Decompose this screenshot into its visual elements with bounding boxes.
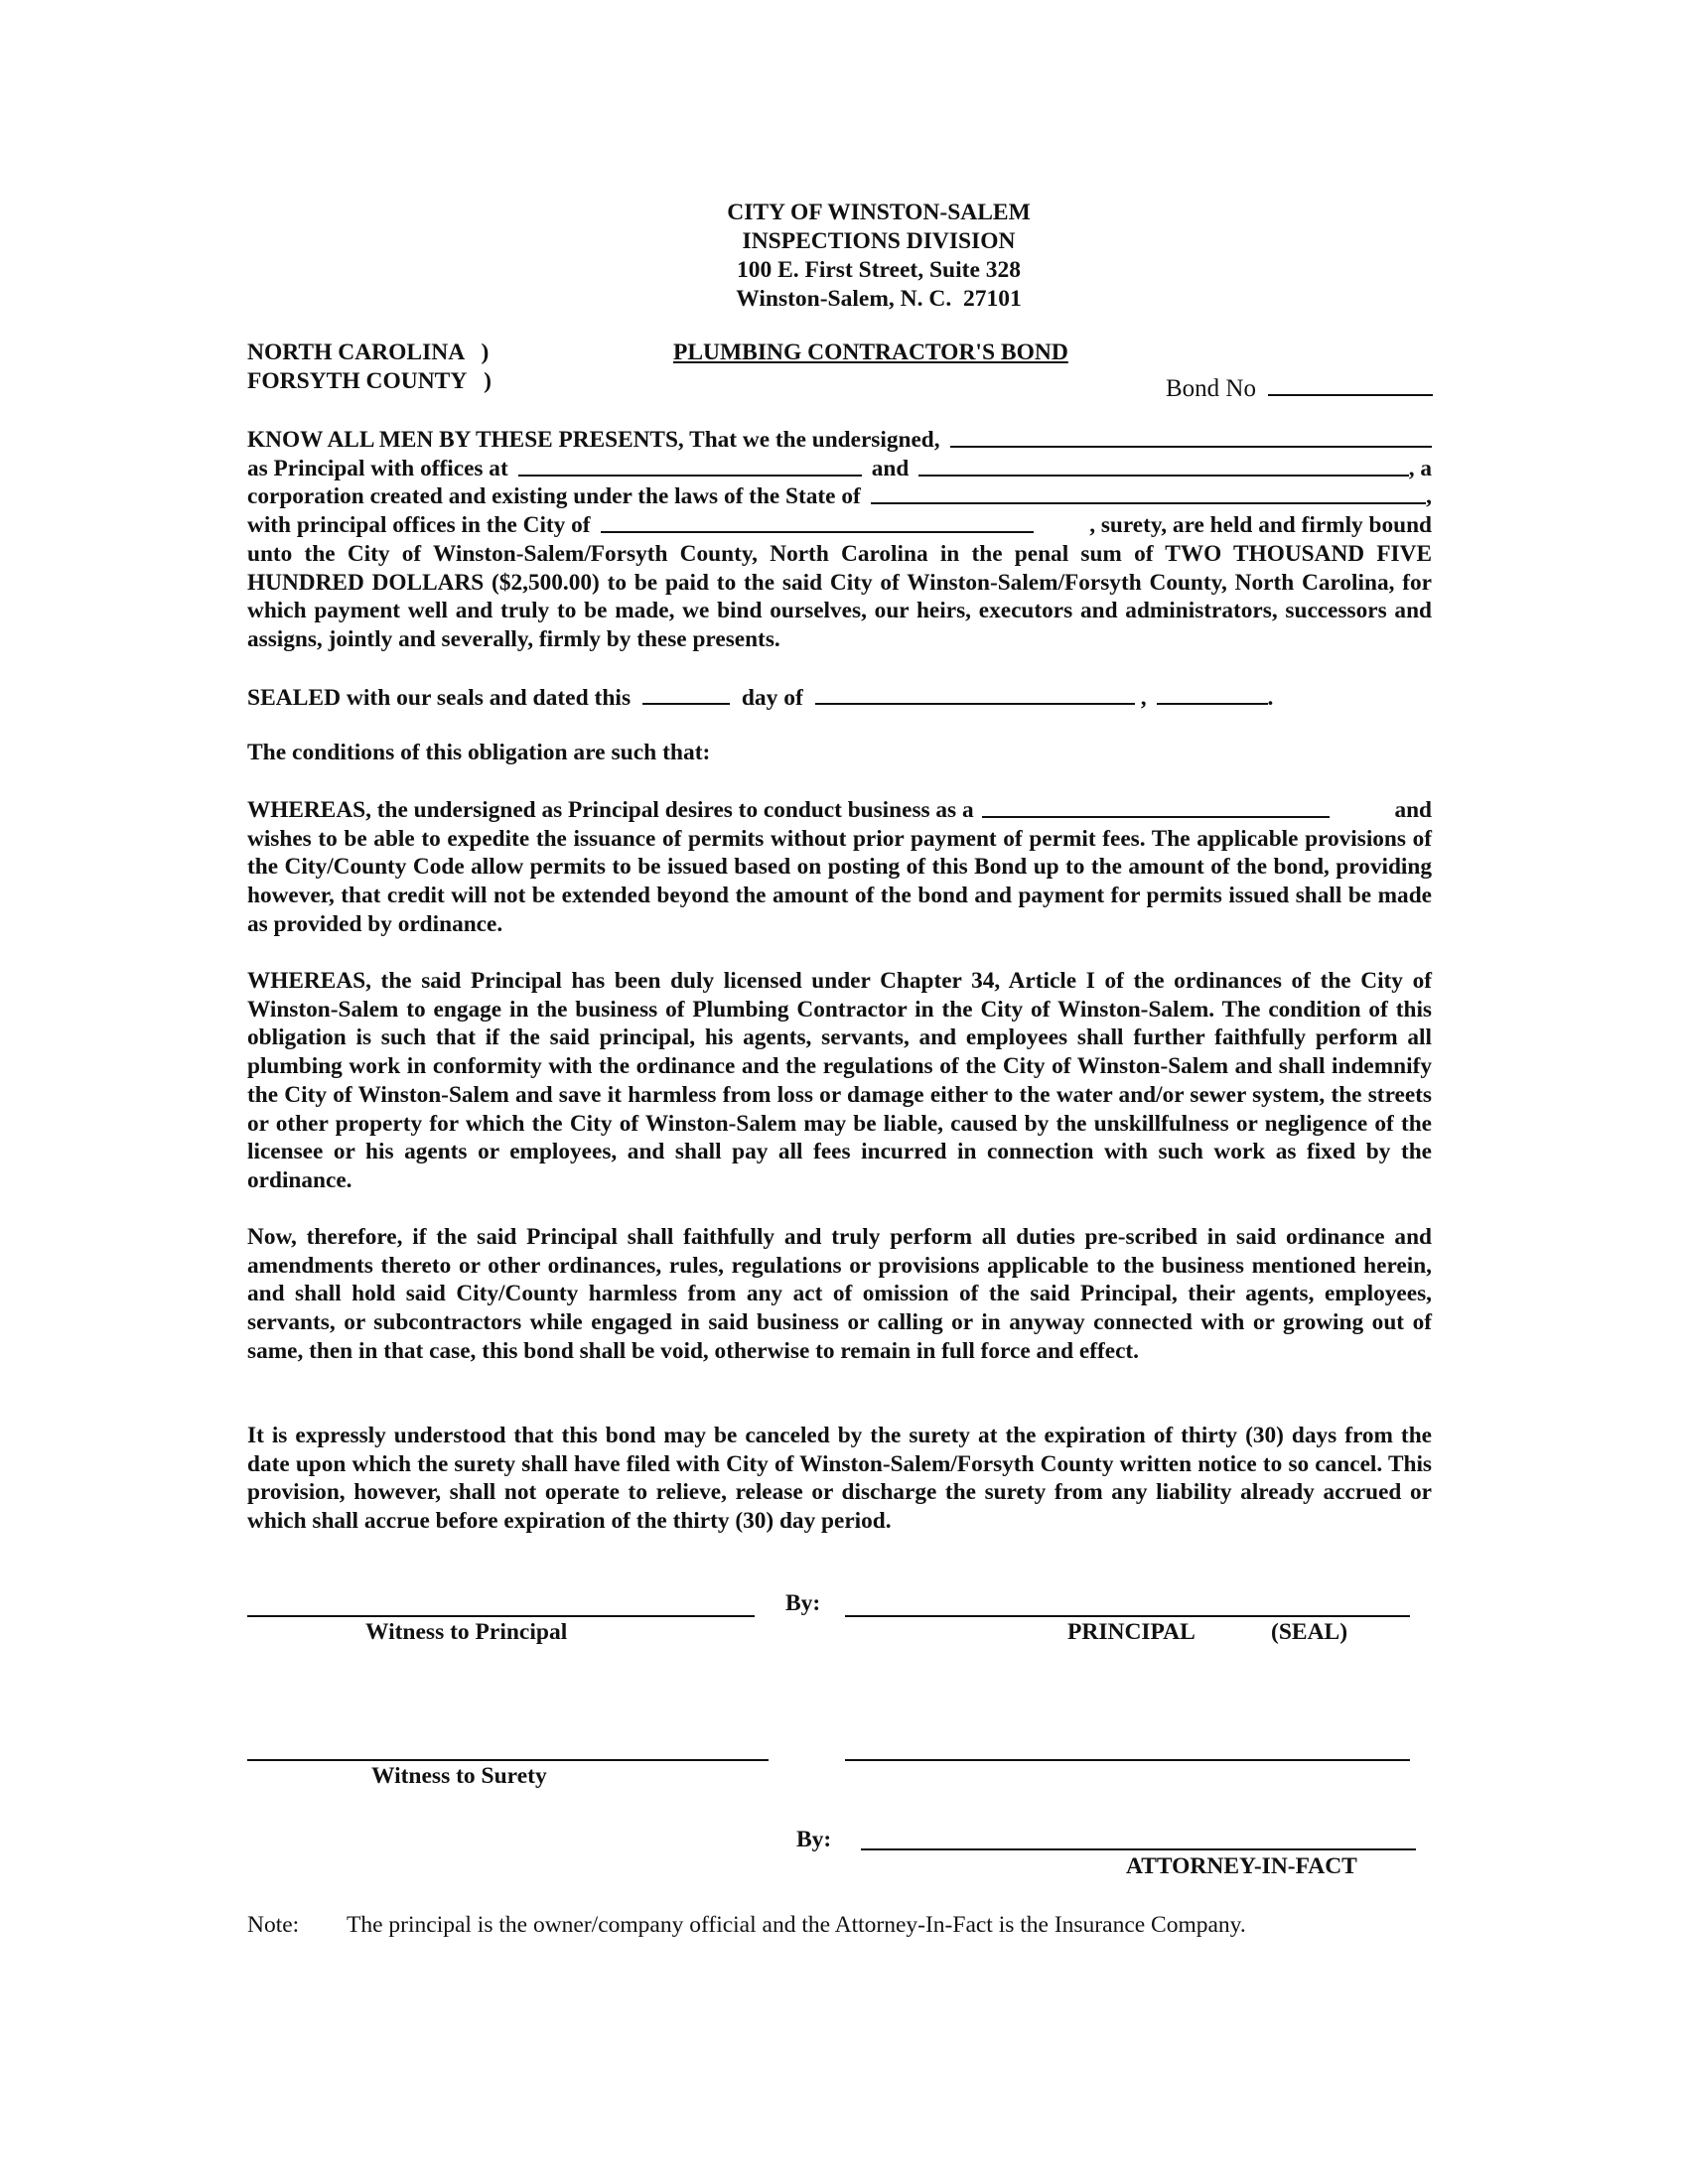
bond-number-field — [1166, 374, 1433, 403]
whereas-license-paragraph: WHEREAS, the said Principal has been duly licensed under Chapter 34, Article I of the ordinances of the City of Winston-Salem to engage in the business of Plumbing Contractor in the City of Winston-Salem. The condition of this obligation is such that if the said principal, his agents, servants, and employees shall further faithfully perform all plumbing work in conformity with the ordinance and the regulations of the City of Winston-Salem and shall indemnify the City of Winston-Salem and save it harmless from loss or damage either to the water and/or sewer system, the streets or other property for which the City of Winston-Salem may be liable, caused by the unskillfulness or negligence of the licensee or his agents or employees, and shall pay all fees incurred in connection with such work as fixed by the ordinance. — [247, 968, 1432, 1193]
whereas1-first-line: WHEREAS, the undersigned as Principal desires to conduct business as a — [247, 797, 974, 823]
bond-title: PLUMBING CONTRACTOR'S BOND — [673, 340, 1068, 365]
whereas-business-paragraph — [247, 796, 1432, 939]
principal-name-blank[interactable] — [950, 426, 1432, 448]
by-label-principal: By: — [785, 1590, 821, 1616]
bond-number-blank[interactable] — [1268, 374, 1433, 396]
county-label: FORSYTH COUNTY ) — [247, 368, 492, 394]
seal-day-blank[interactable] — [642, 683, 730, 705]
letterhead-division: INSPECTIONS DIVISION — [742, 228, 1016, 254]
sealed-line — [247, 683, 1273, 712]
attorney-signature-line[interactable] — [861, 1848, 1416, 1850]
seal-month-blank[interactable] — [815, 683, 1135, 705]
whereas1-rest: wishes to be able to expedite the issuance of permits without prior payment of permit fees. The applicable provisions of the City/County Code allow permits to be issued based on posting of this Bond up to the amount of the bond, providing however, that credit will not be extended beyond the amount of the bond and payment for permits issued shall be made as provided by ordinance. — [247, 825, 1432, 937]
by-label-attorney: By: — [796, 1827, 832, 1852]
surety-state-blank[interactable] — [871, 482, 1426, 504]
witness-principal-label: Witness to Principal — [365, 1619, 568, 1645]
principal-signature-line[interactable] — [845, 1615, 1410, 1617]
sealed-period: . — [1267, 685, 1274, 711]
seal-label: (SEAL) — [1271, 1619, 1348, 1645]
and-label: and — [871, 455, 910, 481]
cancellation-paragraph: It is expressly understood that this bond may be canceled by the surety at the expiration of thirty (30) days from the date upon which the surety shall have filed with City of Winston-Salem/Forsyth County written notice to so cancel. This provision, however, shall not operate to relieve, release or discharge the surety from any liability already accrued or which shall accrue before expiration of the thirty (30) day period. — [247, 1423, 1432, 1535]
witness-principal-signature-line[interactable] — [247, 1615, 755, 1617]
principal-offices-label: as Principal with offices at — [247, 455, 508, 481]
conditions-intro: The conditions of this obligation are such that: — [247, 740, 711, 765]
note-label: Note: — [247, 1912, 300, 1938]
bond-number-label: Bond No — [1166, 375, 1256, 402]
principal-office-blank[interactable] — [518, 455, 862, 477]
surety-signature-line[interactable] — [845, 1759, 1410, 1761]
surety-name-blank[interactable] — [918, 455, 1408, 477]
principal-label: PRINCIPAL — [1067, 1619, 1196, 1645]
note-text: The principal is the owner/company official and the Attorney-In-Fact is the Insurance Company. — [347, 1912, 1246, 1938]
witness-surety-label: Witness to Surety — [371, 1763, 547, 1789]
sealed-comma: , — [1140, 685, 1147, 711]
surety-bound-label: , surety, are held and firmly bound — [1089, 512, 1432, 539]
state-of-label: corporation created and existing under the laws of the State of — [247, 483, 861, 510]
letterhead-city: CITY OF WINSTON-SALEM — [727, 200, 1031, 225]
witness-surety-signature-line[interactable] — [247, 1759, 769, 1761]
surety-city-blank[interactable] — [601, 511, 1034, 533]
whereas1-and: and — [1394, 797, 1432, 823]
attorney-in-fact-label: ATTORNEY-IN-FACT — [1126, 1853, 1357, 1879]
seal-year-blank[interactable] — [1157, 683, 1268, 705]
now-therefore-paragraph: Now, therefore, if the said Principal shall faithfully and truly perform all duties pre-scribed in said ordinance and amendments thereto or other ordinances, rules, regulations or provisions applicable to the business mentioned herein, and shall hold said City/County harmless from any act of omission of the said Principal, their agents, employees, servants, or subcontractors while engaged in said business or calling or in anyway connected with or growing out of same, then in that case, this bond shall be void, otherwise to remain in full force and effect. — [247, 1224, 1432, 1364]
business-type-blank[interactable] — [982, 796, 1330, 818]
state-label: NORTH CAROLINA ) — [247, 340, 490, 365]
city-of-label: with principal offices in the City of — [247, 512, 591, 539]
letterhead-street: 100 E. First Street, Suite 328 — [736, 257, 1022, 283]
letterhead — [0, 199, 1688, 314]
sealed-label: SEALED with our seals and dated this — [247, 685, 632, 711]
know-all-line1: KNOW ALL MEN BY THESE PRESENTS, That we the undersigned, — [247, 427, 940, 453]
letterhead-city-state-zip: Winston-Salem, N. C. 27101 — [736, 286, 1022, 312]
know-all-paragraph — [247, 426, 1432, 654]
comma-label: , — [1426, 483, 1432, 510]
know-all-rest: unto the City of Winston-Salem/Forsyth County, North Carolina in the penal sum of TWO THOUSAND FIVE HUNDRED DOLLARS ($2,500.00) to be paid to the said City of Winston-Salem/Forsyth County, North Carolina, for which payment well and truly to be made, we bind ourselves, our heirs, executors and administrators, successors and assigns, jointly and severally, firmly by these presents. — [247, 540, 1432, 652]
comma-a-label: , a — [1408, 455, 1432, 481]
day-of-label: day of — [741, 685, 803, 711]
